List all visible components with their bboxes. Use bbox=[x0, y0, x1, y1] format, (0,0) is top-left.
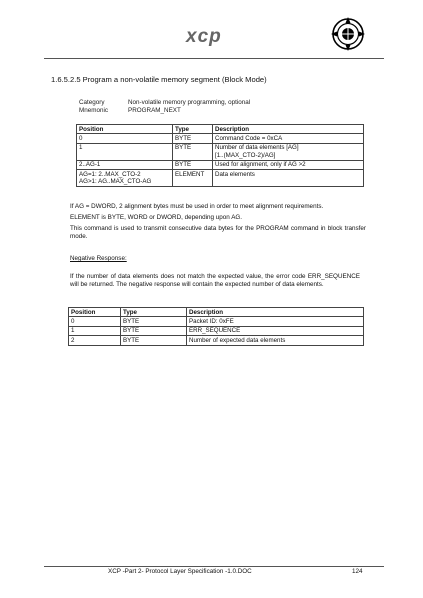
table-cell: ERR_SEQUENCE bbox=[187, 326, 364, 335]
command-table bbox=[76, 124, 364, 187]
response-table bbox=[68, 307, 364, 346]
table-cell: Command Code = 0xCA bbox=[213, 134, 364, 143]
footer-document-title: XCP -Part 2- Protocol Layer Specification -1.0.DOC bbox=[108, 568, 252, 575]
category-value: Non-volatile memory programming, optional bbox=[128, 99, 251, 106]
table-cell: BYTE bbox=[173, 134, 213, 143]
table-cell: BYTE bbox=[121, 317, 187, 326]
crosshair-emblem-icon bbox=[331, 17, 365, 51]
negative-response-heading: Negative Response: bbox=[70, 255, 127, 262]
table-cell: 2..AG-1 bbox=[77, 160, 173, 169]
table-cell: 1 bbox=[69, 326, 121, 335]
xcp-logo: xcp bbox=[186, 26, 222, 47]
mnemonic-value: PROGRAM_NEXT bbox=[128, 107, 181, 114]
table-cell: Packet ID: 0xFE bbox=[187, 317, 364, 326]
table-cell: 0 bbox=[77, 134, 173, 143]
column-header: Position bbox=[69, 308, 121, 317]
column-header: Type bbox=[121, 308, 187, 317]
table-cell: BYTE bbox=[121, 336, 187, 345]
section-heading: 1.6.5.2.5 Program a non-volatile memory segment (Block Mode) bbox=[51, 75, 267, 84]
table-cell: 1 bbox=[77, 143, 173, 160]
column-header: Position bbox=[77, 125, 173, 134]
table-cell: BYTE bbox=[173, 160, 213, 169]
table-header-row bbox=[69, 308, 364, 317]
table-row bbox=[77, 134, 364, 143]
element-note: ELEMENT is BYTE, WORD or DWORD, depending upon AG. bbox=[70, 214, 243, 221]
footer-divider bbox=[44, 566, 384, 567]
table-cell: ELEMENT bbox=[173, 170, 213, 187]
column-header: Type bbox=[173, 125, 213, 134]
table-cell: BYTE bbox=[173, 143, 213, 160]
transmit-note: This command is used to transmit consecutive data bytes for the PROGRAM command in block transfer mode. bbox=[70, 225, 366, 240]
table-cell: 2 bbox=[69, 336, 121, 345]
column-header: Description bbox=[213, 125, 364, 134]
table-cell: Used for alignment, only if AG >2 bbox=[213, 160, 364, 169]
table-cell: Number of data elements [AG] [1..(MAX_CTO-2)/AG] bbox=[213, 143, 364, 160]
header-divider bbox=[44, 58, 384, 59]
footer-page-number: 124 bbox=[352, 568, 363, 575]
table-cell: AG=1: 2..MAX_CTO-2 AG>1: AG..MAX_CTO-AG bbox=[77, 170, 173, 187]
table-row bbox=[69, 317, 364, 326]
table-cell: Data elements bbox=[213, 170, 364, 187]
negative-response-text: If the number of data elements does not match the expected value, the error code ERR_SEQUENCE will be returned. The negative response will contain the expected number of data elements. bbox=[70, 273, 360, 288]
alignment-note: If AG = DWORD, 2 alignment bytes must be used in order to meet alignment requirements. bbox=[70, 203, 324, 210]
mnemonic-label: Mnemonic bbox=[79, 107, 109, 114]
table-row bbox=[69, 336, 364, 345]
table-cell: 0 bbox=[69, 317, 121, 326]
category-label: Category bbox=[79, 99, 105, 106]
table-row bbox=[77, 143, 364, 160]
table-header-row bbox=[77, 125, 364, 134]
table-row bbox=[77, 160, 364, 169]
column-header: Description bbox=[187, 308, 364, 317]
table-row bbox=[69, 326, 364, 335]
table-row bbox=[77, 170, 364, 187]
table-cell: BYTE bbox=[121, 326, 187, 335]
table-cell: Number of expected data elements bbox=[187, 336, 364, 345]
